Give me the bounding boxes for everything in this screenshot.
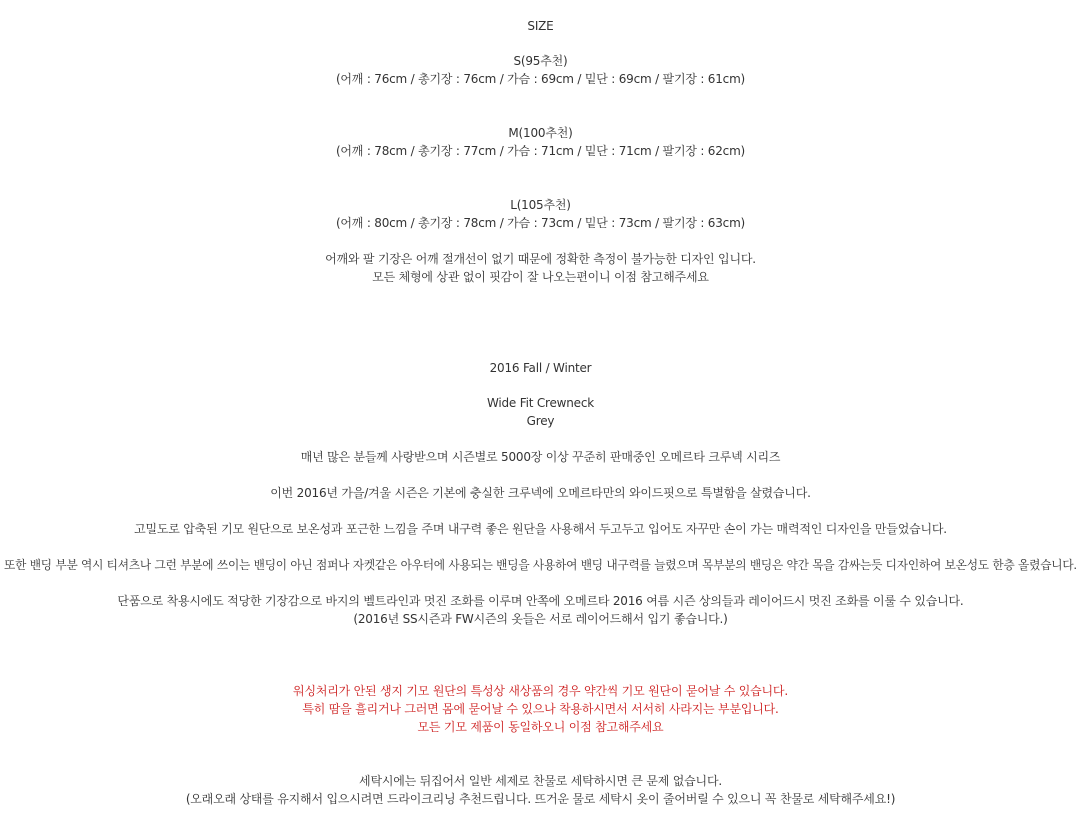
product-season: 2016 Fall / Winter <box>489 361 592 375</box>
product-color: Grey <box>526 414 555 428</box>
product-name: Wide Fit Crewneck <box>486 396 594 410</box>
description-line-3: 고밀도로 압축된 기모 원단으로 보온성과 포근한 느낌을 주며 내구력 좋은 원단을 사용해서 두고두고 입어도 자꾸만 손이 가는 매력적인 디자인을 만들었습니다. <box>134 522 947 536</box>
warning-line-2: 특히 땀을 흘리거나 그러면 몸에 묻어날 수 있으나 착용하시면서 서서히 사라지는 부분입니다. <box>302 702 779 716</box>
description-line-5: 단품으로 착용시에도 적당한 기장감으로 바지의 벨트라인과 멋진 조화를 이루며 안쪽에 오메르타 2016 여름 시즌 상의들과 레이어드시 멋진 조화를 이룰 수 있습니다. <box>117 594 964 608</box>
size-m-name: M(100추천) <box>508 126 573 140</box>
description-line-1: 매년 많은 분들께 사랑받으며 시즌별로 5000장 이상 꾸준히 판매중인 오메르타 크루넥 시리즈 <box>300 450 781 464</box>
warning-line-1: 워싱처리가 안된 생지 기모 원단의 특성상 새상품의 경우 약간씩 기모 원단이 묻어날 수 있습니다. <box>293 684 788 698</box>
size-heading: SIZE <box>527 19 554 33</box>
size-l-measurements: (어깨 : 80cm / 총기장 : 78cm / 가슴 : 73cm / 밑단 : 73cm / 팔기장 : 63cm) <box>335 216 746 230</box>
description-line-2: 이번 2016년 가을/겨울 시즌은 기본에 충실한 크루넥에 오메르타만의 와이드핏으로 특별함을 살렸습니다. <box>270 486 811 500</box>
description-line-6: (2016년 SS시즌과 FW시즌의 옷들은 서로 레이어드해서 입기 좋습니다.) <box>353 612 728 626</box>
size-m-measurements: (어깨 : 78cm / 총기장 : 77cm / 가슴 : 71cm / 밑단 : 71cm / 팔기장 : 62cm) <box>335 144 746 158</box>
size-s-measurements: (어깨 : 76cm / 총기장 : 76cm / 가슴 : 69cm / 밑단 : 69cm / 팔기장 : 61cm) <box>335 72 746 86</box>
warning-line-3: 모든 기모 제품이 동일하오니 이점 참고해주세요 <box>417 720 664 734</box>
size-note-2: 모든 체형에 상관 없이 핏감이 잘 나오는편이니 이점 참고해주세요 <box>372 270 709 284</box>
size-note-1: 어깨와 팔 기장은 어깨 절개선이 없기 때문에 정확한 측정이 불가능한 디자인 입니다. <box>325 252 756 266</box>
size-s-name: S(95추천) <box>513 54 568 68</box>
size-l-name: L(105추천) <box>510 198 571 212</box>
washing-line-1: 세탁시에는 뒤집어서 일반 세제로 찬물로 세탁하시면 큰 문제 없습니다. <box>359 774 722 788</box>
description-line-4: 또한 밴딩 부분 역시 티셔츠나 그런 부분에 쓰이는 밴딩이 아닌 점퍼나 자켓같은 아우터에 사용되는 밴딩을 사용하여 밴딩 내구력를 늘렸으며 목부분의 밴딩은 약간 목을 감싸는듯 디자인하여 보온성도 한층 올렸습니다. <box>4 558 1077 572</box>
washing-line-2: (오래오래 상태를 유지해서 입으시려면 드라이크리닝 추천드립니다. 뜨거운 물로 세탁시 옷이 줄어버릴 수 있으니 꼭 찬물로 세탁해주세요!) <box>185 792 896 806</box>
